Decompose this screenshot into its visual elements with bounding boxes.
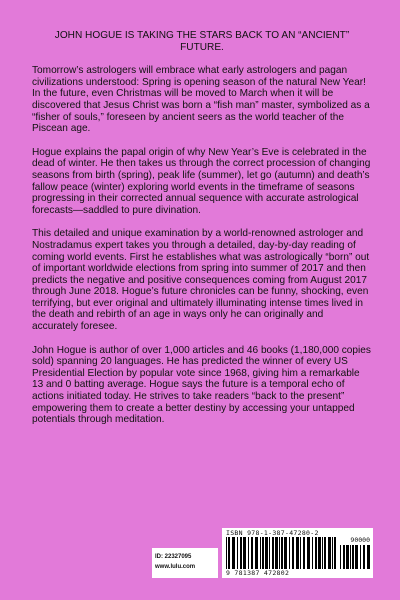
barcode-stripe (322, 537, 323, 569)
isbn-barcode (222, 528, 373, 578)
barcode-stripe (307, 537, 310, 569)
barcode-stripe (248, 537, 249, 569)
barcode-stripe (279, 537, 280, 569)
barcode-stripe (352, 545, 354, 569)
barcode-stripe (260, 537, 261, 569)
barcode-stripe (281, 537, 283, 569)
barcode-stripe (363, 545, 365, 569)
barcode-stripe (340, 545, 341, 569)
barcode-stripe (284, 537, 287, 569)
isbn-digits: 9 781387 472802 (226, 569, 290, 577)
barcode-stripe (324, 537, 326, 569)
barcode-stripe (360, 545, 361, 569)
barcode-stripe (262, 537, 264, 569)
isbn-label: ISBN 978-1-387-47280-2 (226, 529, 319, 537)
barcode-stripe (265, 537, 268, 569)
headline: JOHN HOGUE IS TAKING THE STARS BACK TO AN “ANCIENT” FUTURE. (54, 30, 350, 53)
barcode-stripe (346, 545, 349, 569)
barcode-stripe (303, 537, 305, 569)
barcode-stripe (240, 537, 242, 569)
barcode-stripe (367, 545, 370, 569)
price-barcode-bars (340, 545, 370, 569)
barcode-stripe (232, 537, 235, 569)
barcode-stripe (312, 537, 313, 569)
barcode-stripe (300, 537, 301, 569)
barcode-bars (226, 537, 336, 569)
price-code: 90000 (350, 536, 370, 544)
paragraph-1: Tomorrow’s astrologers will embrace what early astrologers and pagan civilizations understood: Spring is opening season of the natural New Year! In the future, even Christmas will be moved to March when it will be discovered that Jesus Christ was born a “fish man” master, symbolized as a “fisher of souls,” foreseen by ancient seers as the world teacher of the Piscean age. (32, 65, 370, 135)
barcode-stripe (275, 537, 278, 569)
barcode-stripe (332, 537, 333, 569)
barcode-stripe (237, 537, 238, 569)
barcode-stripe (328, 537, 331, 569)
id-number: ID: 22327095 (155, 554, 192, 560)
barcode-stripe (226, 537, 227, 569)
barcode-stripe (315, 537, 317, 569)
barcode-stripe (350, 545, 351, 569)
barcode-stripe (243, 537, 246, 569)
barcode-stripe (334, 537, 336, 569)
barcode-stripe (228, 537, 230, 569)
barcode-stripe (292, 537, 294, 569)
barcode-stripe (255, 537, 258, 569)
paragraph-2: Hogue explains the papal origin of why New Year’s Eve is celebrated in the dead of winter. He then takes us through the correct procession of changing seasons from birth (spring), peak life (summer), let go (autumn) and death’s fallow peace (winter) exploring world events in the timeframe of seasons progressing in their corrected annual sequence with accurate astrological forecasts—saddled to pure divination. (32, 146, 371, 216)
barcode-stripe (343, 545, 345, 569)
barcode-stripe (296, 537, 299, 569)
publisher-id-label (152, 548, 218, 578)
barcode-stripe (269, 537, 270, 569)
barcode-stripe (289, 537, 290, 569)
blurb-text (32, 30, 372, 438)
barcode-stripe (251, 537, 253, 569)
paragraph-3: This detailed and unique examination by a world-renowned astrologer and Nostradamus expert takes you through a detailed, day-by-day reading of coming world events. First he establishes what was astrologically “born” out of important worldwide elections from spring into summer of 2017 and then predicts the negative and positive consequences coming from August 2017 through June 2018. Hogue’s future chronicles can be funny, shocking, even terrifying, but ever original and ultimately illuminating intense times lived in the death and rebirth of an age in ways only he can originally and accurately foresee. (32, 228, 370, 333)
barcode-stripe (272, 537, 274, 569)
barcode-stripe (355, 545, 358, 569)
publisher-url: www.lulu.com (155, 564, 196, 570)
barcode-stripe (318, 537, 321, 569)
paragraph-4: John Hogue is author of over 1,000 articles and 46 books (1,180,000 copies sold) spanning 20 languages. He has predicted the winner of every US Presidential Election by popular vote since 1968, giving him a remarkable 13 and 0 batting average. Hogue says the future is a temporal echo of actions initiated today. He strives to take readers “back to the present” empowering them to create a better destiny by accessing your untapped potentials through meditation. (32, 344, 371, 426)
